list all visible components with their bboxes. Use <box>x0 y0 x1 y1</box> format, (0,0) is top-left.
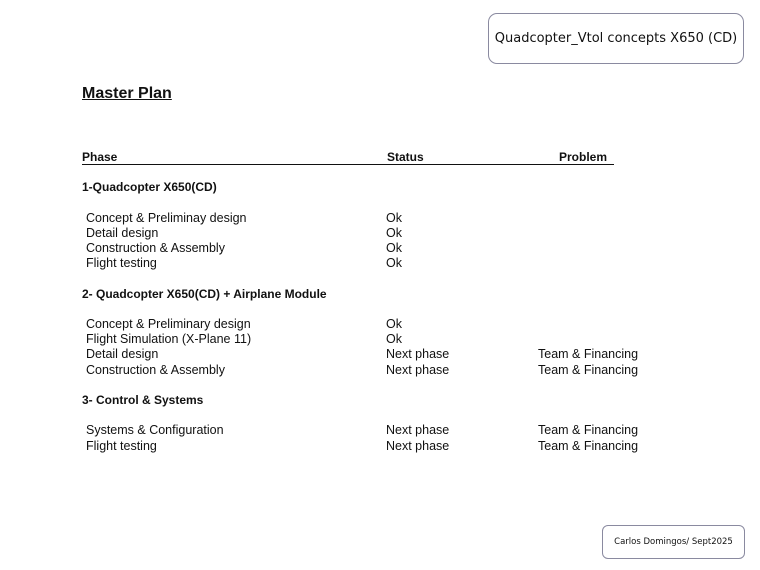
phase-cell: Flight Simulation (X-Plane 11) <box>86 332 252 346</box>
page-title: Master Plan <box>82 85 172 102</box>
table-row <box>0 423 760 438</box>
status-cell: Next phase <box>386 347 450 361</box>
status-cell: Ok <box>386 317 402 331</box>
column-header-status: Status <box>387 150 552 165</box>
phase-cell: Construction & Assembly <box>86 363 225 377</box>
status-cell: Ok <box>386 241 402 255</box>
table-row <box>0 226 760 241</box>
status-cell: Next phase <box>386 439 450 453</box>
table-row <box>0 256 760 271</box>
table-row <box>0 363 760 378</box>
phase-cell: Concept & Preliminary design <box>86 317 251 331</box>
phase-cell: Detail design <box>86 226 159 240</box>
status-cell: Next phase <box>386 363 450 377</box>
status-cell: Next phase <box>386 423 450 437</box>
problem-cell: Team & Financing <box>538 347 639 361</box>
problem-cell: Team & Financing <box>538 439 639 453</box>
status-cell: Ok <box>386 332 402 346</box>
phase-cell: Detail design <box>86 347 159 361</box>
phase-cell: Construction & Assembly <box>86 241 225 255</box>
table-row <box>0 347 760 362</box>
column-header-problem: Problem <box>552 150 614 165</box>
table-row <box>0 211 760 226</box>
section-title: 3- Control & Systems <box>82 393 204 407</box>
status-cell: Ok <box>386 211 402 225</box>
section-title: 2- Quadcopter X650(CD) + Airplane Module <box>82 287 327 301</box>
problem-cell: Team & Financing <box>538 423 639 437</box>
phase-cell: Concept & Preliminay design <box>86 211 247 225</box>
table-row <box>0 439 760 454</box>
status-cell: Ok <box>386 226 402 240</box>
table-row <box>0 332 760 347</box>
document-title-box: Quadcopter_Vtol concepts X650 (CD) <box>488 13 744 64</box>
problem-cell: Team & Financing <box>538 363 639 377</box>
author-date-box: Carlos Domingos/ Sept2025 <box>602 525 745 559</box>
table-row <box>0 317 760 332</box>
section-title: 1-Quadcopter X650(CD) <box>82 180 217 194</box>
phase-cell: Flight testing <box>86 439 157 453</box>
phase-cell: Systems & Configuration <box>86 423 224 437</box>
column-header-phase: Phase <box>82 150 387 165</box>
status-cell: Ok <box>386 256 402 270</box>
table-row <box>0 241 760 256</box>
phase-cell: Flight testing <box>86 256 157 270</box>
